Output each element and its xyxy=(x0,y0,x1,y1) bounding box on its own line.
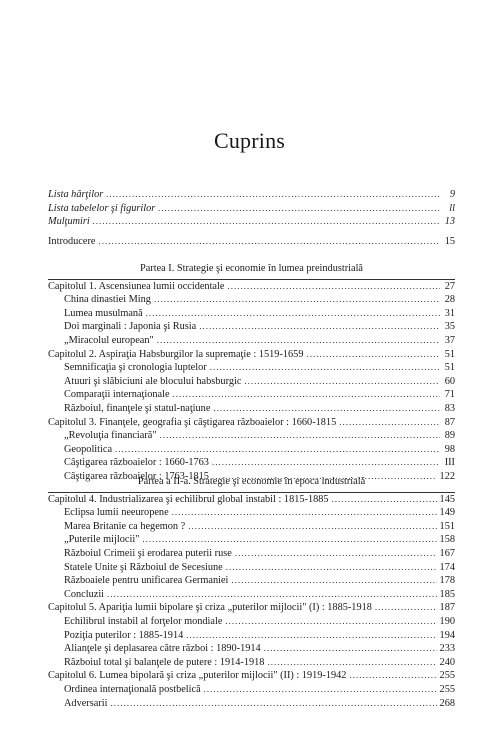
toc-entry-label: Câştigarea războaielor : 1660-1763 xyxy=(64,457,209,469)
toc-entry-label: Războiul total şi balanţele de putere : 1914-1918 xyxy=(64,656,265,668)
toc-chapter-entry[interactable] xyxy=(48,494,455,508)
leader-dots xyxy=(212,457,440,467)
toc-entry-label: Introducere xyxy=(48,236,96,247)
toc-entry-page: 9 xyxy=(449,189,455,200)
part-1-entries xyxy=(48,281,455,485)
part-2-entries xyxy=(48,494,455,712)
toc-entry-label: Războaiele pentru unificarea Germaniei xyxy=(64,575,229,587)
part-heading: Partea I. Strategie şi economie în lumea preindustrială xyxy=(139,263,364,274)
toc-entry-page: 233 xyxy=(439,643,455,655)
toc-entry-page: 60 xyxy=(444,375,455,387)
toc-subsection-entry[interactable] xyxy=(48,403,455,417)
toc-subsection-entry[interactable] xyxy=(48,507,455,521)
leader-dots xyxy=(160,430,440,440)
leader-dots xyxy=(157,335,440,345)
toc-chapter-entry[interactable] xyxy=(48,602,455,616)
toc-entry-label: China dinastiei Ming xyxy=(64,294,151,306)
leader-dots xyxy=(186,630,436,640)
leader-dots xyxy=(106,189,440,199)
toc-entry-label: Doi marginali : Japonia şi Rusia xyxy=(64,321,197,333)
toc-entry-label: Concluzii xyxy=(64,588,105,600)
toc-entry[interactable] xyxy=(48,203,455,217)
leader-dots xyxy=(231,575,436,585)
toc-entry-page: 255 xyxy=(439,683,455,695)
toc-subsection-entry[interactable] xyxy=(48,444,455,458)
toc-entry-label: Marea Britanie ca hegemon ? xyxy=(64,520,186,532)
leader-dots xyxy=(210,362,440,372)
toc-entry-page: 178 xyxy=(439,575,455,587)
toc-entry-label: Echilibrul instabil al forţelor mondiale xyxy=(64,615,223,627)
toc-chapter-entry[interactable] xyxy=(48,349,455,363)
toc-subsection-entry[interactable] xyxy=(48,548,455,562)
toc-entry-page: 194 xyxy=(439,629,455,641)
toc-entry-label: Statele Unite şi Războiul de Secesiune xyxy=(64,561,223,573)
toc-subsection-entry[interactable] xyxy=(48,534,455,548)
toc-entry-label: Capitolul 4. Industrializarea şi echilibrul global instabil : 1815-1885 xyxy=(48,493,329,505)
leader-dots xyxy=(93,216,440,226)
leader-dots xyxy=(339,417,440,427)
toc-entry-page: 187 xyxy=(439,602,455,614)
toc-subsection-entry[interactable] xyxy=(48,308,455,322)
toc-entry-page: 89 xyxy=(444,430,455,442)
toc-entry-label: Ordinea internaţională postbelică xyxy=(64,683,201,695)
toc-entry-page: 83 xyxy=(444,402,455,414)
leader-dots xyxy=(172,507,437,517)
toc-entry-label: Mulţumiri xyxy=(48,216,90,228)
leader-dots xyxy=(213,403,440,413)
toc-entry-label: Eclipsa lumii neeuropene xyxy=(64,507,169,519)
toc-entry-label: Capitolul 3. Finanţele, geografia şi câştigarea războaielor : 1660-1815 xyxy=(48,416,337,428)
toc-entry-label: „Puterile mijlocii" xyxy=(64,534,140,546)
toc-entry-page: ll xyxy=(449,202,455,214)
divider xyxy=(48,279,455,280)
toc-subsection-entry[interactable] xyxy=(48,657,455,671)
leader-dots xyxy=(264,643,437,653)
leader-dots xyxy=(146,308,440,318)
leader-dots xyxy=(110,698,436,708)
toc-entry-page: 158 xyxy=(439,534,455,546)
toc-entry-page: 190 xyxy=(439,615,455,627)
toc-subsection-entry[interactable] xyxy=(48,294,455,308)
toc-entry-label: Capitolul 5. Apariţia lumii bipolare şi criza „puterilor mijlocii" (I) : 1885-1918 xyxy=(48,602,372,614)
toc-entry-label: Capitolul 2. Aspiraţia Habsburgilor la supremaţie : 1519-1659 xyxy=(48,348,304,360)
leader-dots xyxy=(173,389,440,399)
toc-subsection-entry[interactable] xyxy=(48,335,455,349)
toc-entry-page: 71 xyxy=(444,389,455,401)
toc-entry-page: 15 xyxy=(444,236,455,247)
toc-entry-page: 51 xyxy=(444,362,455,374)
toc-subsection-entry[interactable] xyxy=(48,684,455,698)
toc-entry-label: Câştigarea războaielor : 1763-1815 xyxy=(64,470,209,482)
toc-entry-label: Capitolul 1. Ascensiunea lumii occidentale xyxy=(48,280,225,292)
toc-subsection-entry[interactable] xyxy=(48,616,455,630)
toc-entry-label: Capitolul 6. Lumea bipolară şi criza „puterilor mijlocii" (II) : 1919-1942 xyxy=(48,670,347,682)
leader-dots xyxy=(235,548,437,558)
part-2-section xyxy=(48,476,455,711)
toc-entry-label: Alianţele şi deplasarea către război : 1890-1914 xyxy=(64,643,261,655)
leader-dots xyxy=(98,236,440,246)
introduction-entry-block xyxy=(48,236,455,250)
toc-subsection-entry[interactable] xyxy=(48,589,455,603)
divider xyxy=(48,492,455,493)
toc-entry[interactable] xyxy=(48,236,455,250)
toc-entry-page: 28 xyxy=(444,294,455,306)
front-matter-list xyxy=(48,189,455,230)
leader-dots xyxy=(226,562,437,572)
toc-entry-page: 268 xyxy=(439,697,455,709)
toc-subsection-entry[interactable] xyxy=(48,362,455,376)
toc-entry-page: 35 xyxy=(444,321,455,333)
toc-entry[interactable] xyxy=(48,216,455,230)
toc-entry-page: 31 xyxy=(444,307,455,319)
toc-entry-page: III xyxy=(444,457,455,469)
leader-dots xyxy=(349,670,436,680)
toc-entry-label: Războiul, finanţele şi statul-naţiune xyxy=(64,402,211,414)
toc-chapter-entry[interactable] xyxy=(48,670,455,684)
toc-entry-label: Comparaţii internaţionale xyxy=(64,389,170,401)
toc-entry-page: 167 xyxy=(439,547,455,559)
leader-dots xyxy=(306,349,440,359)
toc-entry-label: „Revoluţia financiară" xyxy=(64,430,157,442)
toc-subsection-entry[interactable] xyxy=(48,521,455,535)
toc-entry-label: Adversarii xyxy=(64,697,108,709)
toc-subsection-entry[interactable] xyxy=(48,376,455,390)
leader-dots xyxy=(225,616,436,626)
part-1-section xyxy=(48,263,455,485)
toc-subsection-entry[interactable] xyxy=(48,630,455,644)
leader-dots xyxy=(204,684,437,694)
leader-dots xyxy=(267,657,436,667)
toc-chapter-entry[interactable] xyxy=(48,281,455,295)
toc-entry-page: 13 xyxy=(444,216,455,228)
toc-entry-page: 149 xyxy=(439,507,455,519)
toc-entry-label: Lista tabelelor şi figurilor xyxy=(48,202,156,214)
toc-entry-page: 122 xyxy=(439,470,455,482)
toc-entry-label: Semnificaţia şi cronologia luptelor xyxy=(64,362,207,374)
toc-entry-page: 98 xyxy=(444,443,455,455)
toc-subsection-entry[interactable] xyxy=(48,643,455,657)
toc-entry-page: 37 xyxy=(444,334,455,346)
toc-entry-label: Atuuri şi slăbiciuni ale blocului habsburgic xyxy=(64,375,242,387)
toc-entry-page: 255 xyxy=(439,670,455,682)
toc-entry-page: 151 xyxy=(439,520,455,532)
toc-entry-page: 185 xyxy=(439,588,455,600)
toc-entry[interactable] xyxy=(48,189,455,203)
toc-subsection-entry[interactable] xyxy=(48,457,455,471)
part-heading: Partea a II-a. Strategie şi economie în epoca industrială xyxy=(137,476,366,487)
toc-entry-page: 27 xyxy=(444,280,455,292)
leader-dots xyxy=(332,494,437,504)
toc-entry-page: 87 xyxy=(444,416,455,428)
toc-entry-page: 174 xyxy=(439,561,455,573)
toc-subsection-entry[interactable] xyxy=(48,389,455,403)
toc-entry-page: 51 xyxy=(444,348,455,360)
leader-dots xyxy=(188,521,436,531)
leader-dots xyxy=(375,602,437,612)
leader-dots xyxy=(244,376,440,386)
toc-subsection-entry[interactable] xyxy=(48,430,455,444)
toc-entry-label: Geopolitica xyxy=(64,443,113,455)
toc-subsection-entry[interactable] xyxy=(48,562,455,576)
leader-dots xyxy=(154,294,440,304)
toc-entry-label: Poziţia puterilor : 1885-1914 xyxy=(64,629,184,641)
leader-dots xyxy=(142,534,436,544)
toc-chapter-entry[interactable] xyxy=(48,417,455,431)
toc-entry-page: 145 xyxy=(439,493,455,505)
toc-entry-label: Războiul Crimeii şi erodarea puterii ruse xyxy=(64,547,232,559)
toc-entry-label: Lista hărţilor xyxy=(48,189,104,200)
toc-subsection-entry[interactable] xyxy=(48,698,455,712)
toc-subsection-entry[interactable] xyxy=(48,575,455,589)
leader-dots xyxy=(227,281,440,291)
toc-subsection-entry[interactable] xyxy=(48,321,455,335)
toc-entry-page: 240 xyxy=(439,656,455,668)
toc-entry-label: Lumea musulmană xyxy=(64,307,143,319)
leader-dots xyxy=(158,203,440,213)
leader-dots xyxy=(199,321,440,331)
leader-dots xyxy=(115,444,440,454)
page-title: Cuprins xyxy=(213,128,286,153)
leader-dots xyxy=(107,589,437,599)
toc-entry-label: „Miracolul european" xyxy=(64,334,154,346)
